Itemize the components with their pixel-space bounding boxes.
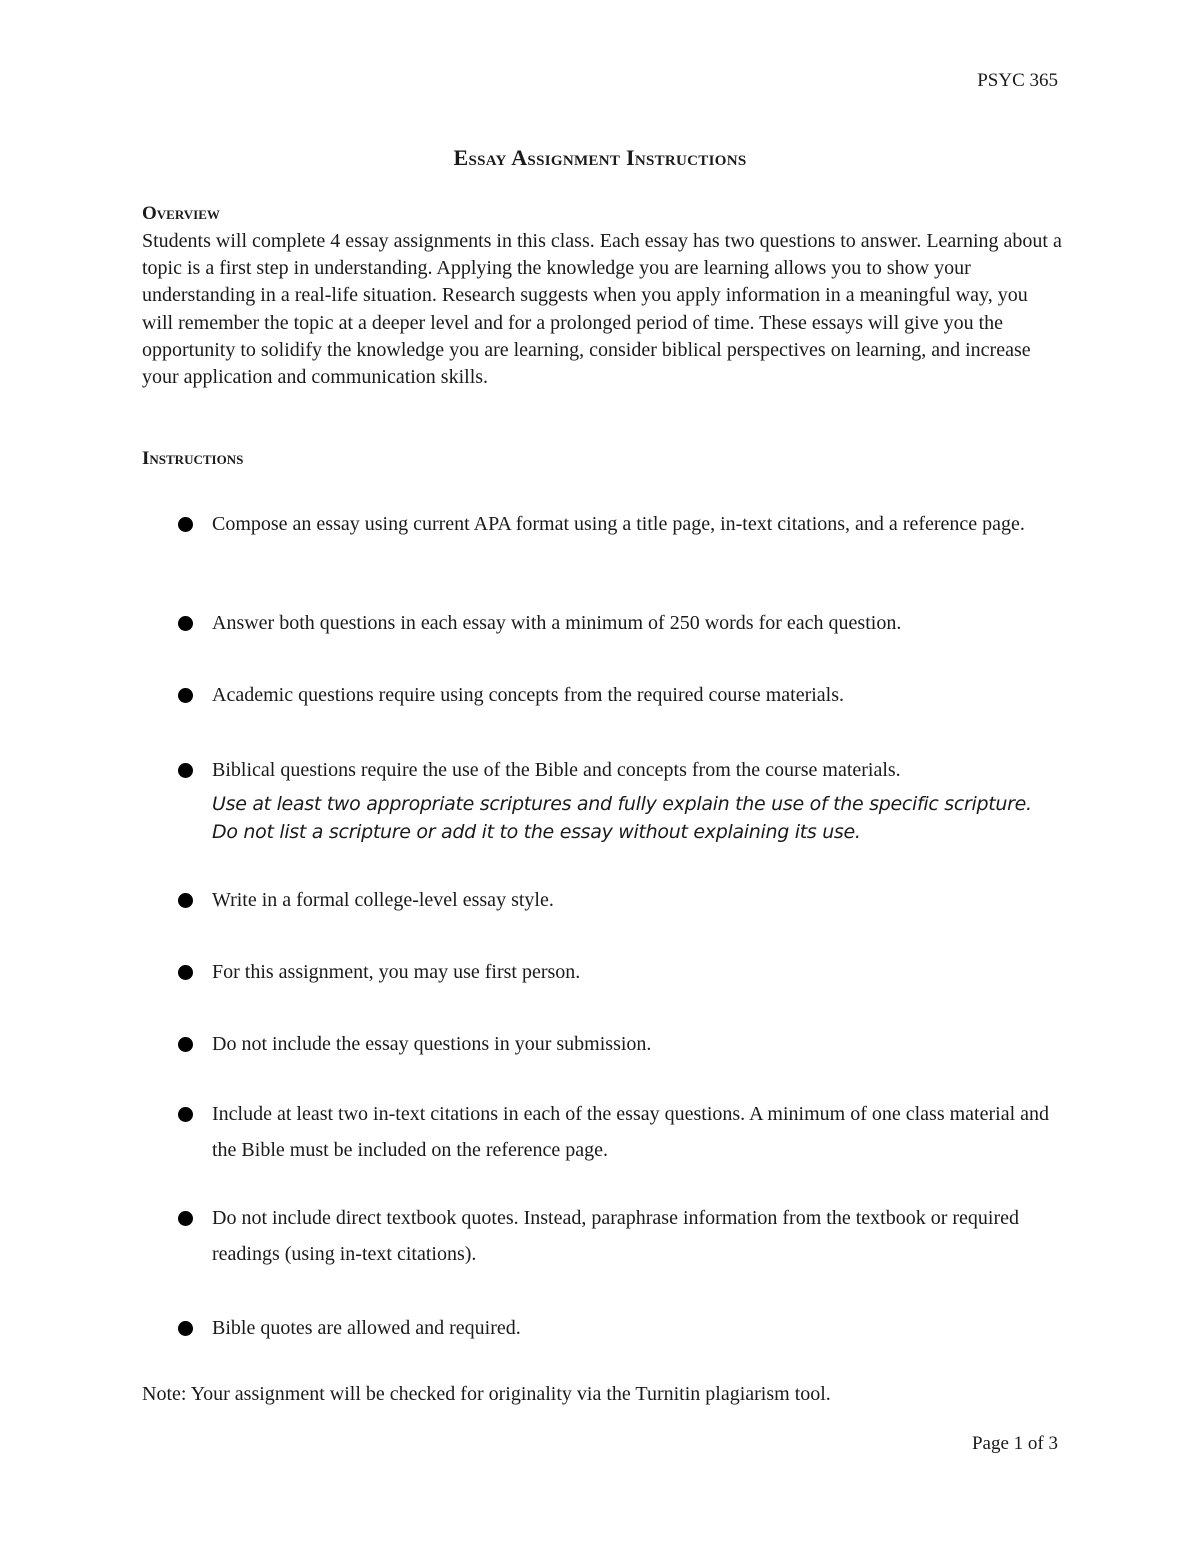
- list-item: [178, 506, 1058, 542]
- list-item-text: Include at least two in-text citations in each of the essay questions. A minimum of one class material and the Bible must be included on the reference page.: [212, 1103, 1050, 1161]
- bullet-icon: [178, 1037, 193, 1052]
- overview-heading: Overview: [142, 203, 220, 224]
- bullet-icon: [178, 1321, 193, 1336]
- bullet-icon: [178, 965, 193, 980]
- list-item: [178, 752, 1058, 846]
- bullet-icon: [178, 616, 193, 631]
- bullet-icon: [178, 517, 193, 532]
- list-item-text: Academic questions require using concepts from the required course materials.: [212, 684, 845, 706]
- bullet-icon: [178, 1211, 193, 1226]
- list-item: [178, 1310, 1058, 1346]
- bullet-icon: [178, 688, 193, 703]
- bullet-icon: [178, 1107, 193, 1122]
- page-number: Page 1 of 3: [971, 1433, 1058, 1454]
- overview-paragraph: Students will complete 4 essay assignments in this class. Each essay has two questions to answer. Learning about a topic is a first step in understanding. Applying the knowledge you are learning allows you to show your understanding in a real-life situation. Research suggests when you apply information in a meaningful way, you will remember the topic at a deeper level and for a prolonged period of time. These essays will give you the opportunity to solidify the knowledge you are learning, consider biblical perspectives on learning, and increase your application and communication skills.: [142, 230, 1062, 389]
- list-item-text: Biblical questions require the use of the Bible and concepts from the course materials.: [212, 759, 901, 781]
- list-item-text: Bible quotes are allowed and required.: [212, 1317, 521, 1339]
- list-item: [178, 954, 1058, 990]
- list-item-text: Do not include direct textbook quotes. Instead, paraphrase information from the textbook or required readings (using in-text citations).: [212, 1207, 1019, 1265]
- list-item-text: For this assignment, you may use first person.: [212, 961, 581, 983]
- list-item-text: Answer both questions in each essay with a minimum of 250 words for each question.: [212, 612, 902, 634]
- list-item-text: Do not include the essay questions in your submission.: [212, 1033, 652, 1055]
- page-title: Essay Assignment Instructions: [453, 145, 747, 170]
- bullet-icon: [178, 893, 193, 908]
- list-item-text: Compose an essay using current APA format using a title page, in-text citations, and a reference page.: [212, 513, 1025, 535]
- list-item: [178, 1026, 1058, 1062]
- list-item: [178, 605, 1058, 641]
- list-item: [178, 677, 1058, 713]
- instructions-heading: Instructions: [142, 448, 244, 469]
- bullet-icon: [178, 763, 193, 778]
- originality-note: Note: Your assignment will be checked for originality via the Turnitin plagiarism tool.: [142, 1383, 831, 1405]
- scripture-note: Use at least two appropriate scriptures and fully explain the use of the specific scripture. Do not list a scripture or add it to the essay without explaining its use.: [212, 793, 1032, 843]
- list-item: [178, 882, 1058, 918]
- list-item: [178, 1200, 1058, 1272]
- list-item: [178, 1096, 1058, 1168]
- list-item-text: Write in a formal college-level essay style.: [212, 889, 554, 911]
- course-code: PSYC 365: [977, 70, 1058, 91]
